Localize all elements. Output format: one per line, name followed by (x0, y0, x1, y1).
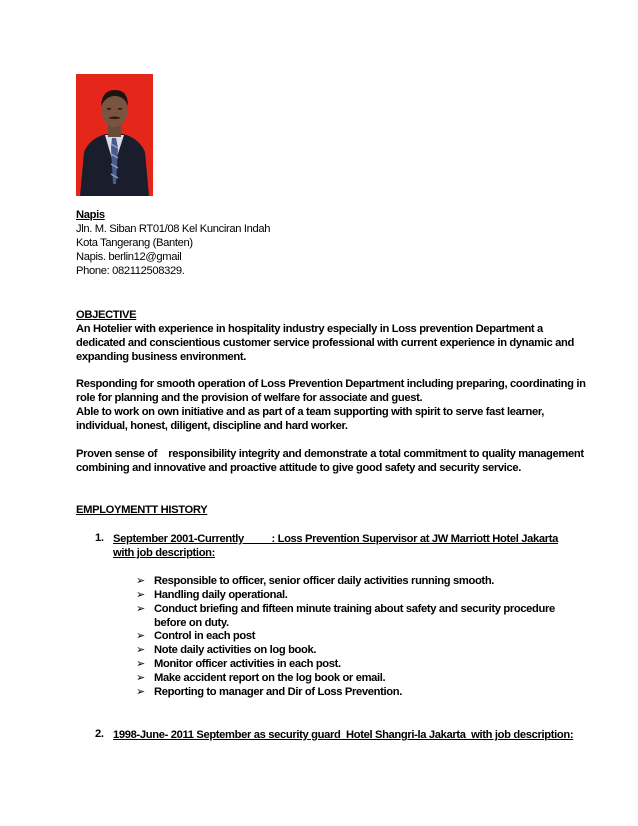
address-line-2: Kota Tangerang (Banten) (76, 237, 193, 249)
duty-item: Note daily activities on log book. (154, 644, 317, 656)
objective-line: dedicated and conscientious customer service professional with current experience in dynamic and (76, 337, 574, 349)
objective-line: Proven sense of responsibility integrity and demonstrate a total commitment to quality management (76, 448, 584, 460)
job-title-line: September 2001-Currently : Loss Prevention Supervisor at JW Marriott Hotel Jakarta (113, 533, 559, 545)
duty-item: Make accident report on the log book or email. (154, 672, 386, 684)
objective-heading: OBJECTIVE (76, 309, 137, 321)
objective-line: expanding business environment. (76, 351, 247, 363)
profile-photo (76, 74, 153, 196)
duty-item: Control in each post (154, 630, 256, 642)
arrow-bullet-icon: ➢ (136, 575, 146, 587)
email-text: Napis. berlin12@gmail (76, 251, 182, 263)
duty-item-continued: before on duty. (154, 617, 229, 629)
objective-line: Able to work on own initiative and as part of a team supporting with spirit to serve fast learner, (76, 406, 544, 418)
objective-line: role for planning and the provision of welfare for associate and guest. (76, 392, 423, 404)
job-number: 2. (95, 728, 104, 740)
arrow-bullet-icon: ➢ (136, 589, 146, 601)
duty-item: Handling daily operational. (154, 589, 288, 601)
duty-item: Responsible to officer, senior officer daily activities running smooth. (154, 575, 495, 587)
employment-heading: EMPLOYMENTT HISTORY (76, 504, 208, 516)
objective-line: combining and innovative and proactive attitude to give good safety and security service. (76, 462, 522, 474)
arrow-bullet-icon: ➢ (136, 644, 146, 656)
objective-line: individual, honest, diligent, discipline and hard worker. (76, 420, 348, 432)
address-line-1: Jln. M. Siban RT01/08 Kel Kunciran Indah (76, 223, 271, 235)
duty-item: Reporting to manager and Dir of Loss Prevention. (154, 686, 403, 698)
job-title-line: 1998-June- 2011 September as security guard Hotel Shangri-la Jakarta with job description: (113, 729, 574, 741)
duty-item: Monitor officer activities in each post. (154, 658, 341, 670)
job-number: 1. (95, 532, 104, 544)
duty-item: Conduct briefing and fifteen minute training about safety and security procedure (154, 603, 555, 615)
arrow-bullet-icon: ➢ (136, 630, 146, 642)
arrow-bullet-icon: ➢ (136, 672, 146, 684)
candidate-name: Napis (76, 209, 105, 221)
objective-line: An Hotelier with experience in hospitality industry especially in Loss prevention Department a (76, 323, 543, 335)
phone-text: Phone: 082112508329. (76, 265, 185, 277)
arrow-bullet-icon: ➢ (136, 686, 146, 698)
objective-line: Responding for smooth operation of Loss Prevention Department including preparing, coordinating in (76, 378, 586, 390)
job-title-line: with job description: (113, 547, 216, 559)
arrow-bullet-icon: ➢ (136, 603, 146, 615)
arrow-bullet-icon: ➢ (136, 658, 146, 670)
